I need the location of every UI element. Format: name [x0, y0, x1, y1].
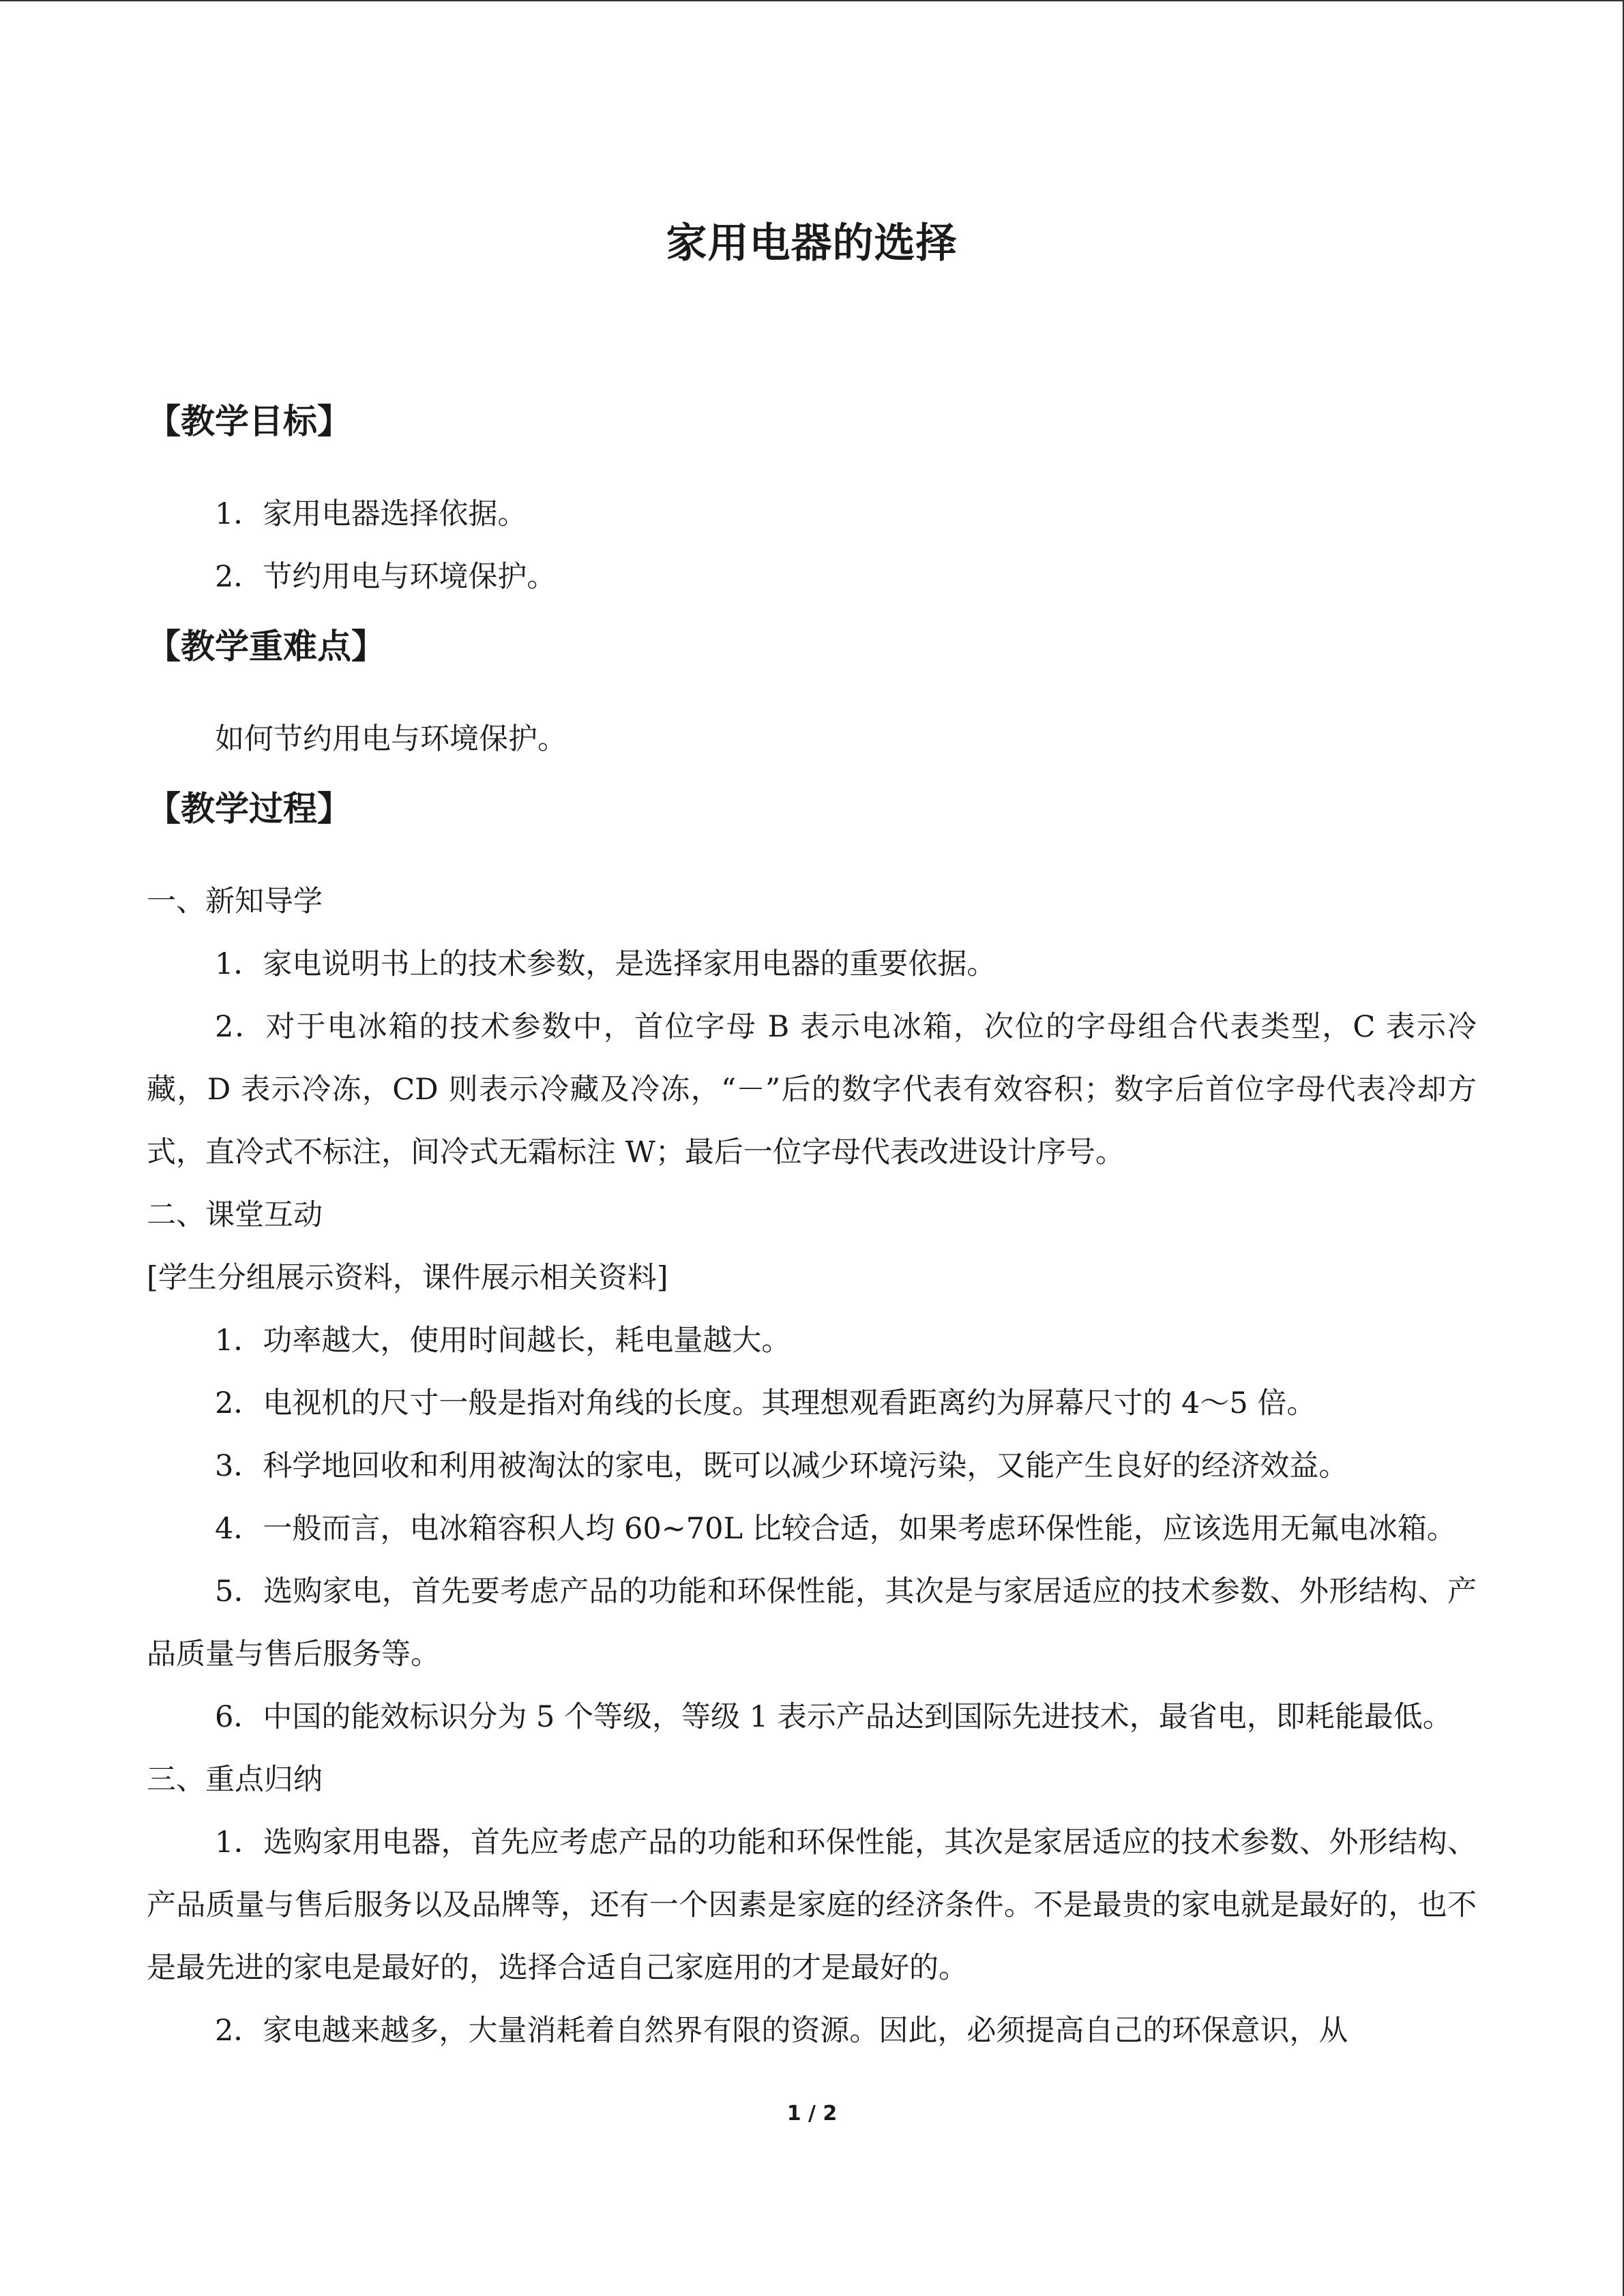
part2-item: 2．电视机的尺寸一般是指对角线的长度。其理想观看距离约为屏幕尺寸的 4～5 倍。 — [215, 1386, 1316, 1420]
heading-keypoints: 【教学重难点】 — [147, 626, 385, 666]
part3-item: 2．家电越来越多，大量消耗着自然界有限的资源。因此，必须提高自己的环保意识，从 — [215, 2014, 1348, 2048]
gap — [147, 685, 1477, 708]
gap — [147, 460, 1477, 483]
gap — [147, 847, 1477, 870]
part2-item: 3．科学地回收和利用被淘汰的家电，既可以减少环境污染，又能产生良好的经济效益。 — [215, 1449, 1348, 1483]
part1-item: 1．家电说明书上的技术参数，是选择家用电器的重要依据。 — [215, 947, 996, 981]
heading-goals: 【教学目标】 — [147, 401, 351, 441]
process-part2-title: 二、课堂互动 — [147, 1198, 323, 1232]
document-body — [147, 206, 1477, 2062]
page-number: 1 / 2 — [786, 2102, 838, 2126]
heading-process: 【教学过程】 — [147, 788, 351, 829]
part2-note: [学生分组展示资料，课件展示相关资料] — [147, 1261, 668, 1295]
part2-item: 5．选购家电，首先要考虑产品的功能和环保性能，其次是与家居适应的技术参数、外形结构、产品质量与售后服务等。 — [147, 1575, 1477, 1671]
document-title: 家用电器的选择 — [666, 220, 958, 267]
part1-item: 2．对于电冰箱的技术参数中，首位字母 B 表示电冰箱，次位的字母组合代表类型，C 表示冷藏，D 表示冷冻，CD 则表示冷藏及冷冻，“－”后的数字代表有效容积；数字后首位字母代表冷却方式，直冷式不标注，间冷式无霜标注 W；最后一位字母代表改进设计序号。 — [147, 1010, 1477, 1169]
process-part1-title: 一、新知导学 — [147, 884, 323, 919]
goal-item: 2．节约用电与环境保护。 — [215, 560, 557, 594]
part2-item: 4．一般而言，电冰箱容积人均 60~70L 比较合适，如果考虑环保性能，应该选用无氟电冰箱。 — [215, 1512, 1456, 1546]
part2-item: 6．中国的能效标识分为 5 个等级，等级 1 表示产品达到国际先进技术，最省电，即耗能最低。 — [215, 1700, 1452, 1734]
keypoints-text: 如何节约用电与环境保护。 — [215, 722, 567, 756]
part2-item: 1．功率越大，使用时间越长，耗电量越大。 — [215, 1324, 791, 1358]
process-part3-title: 三、重点归纳 — [147, 1763, 323, 1797]
title-spacer — [147, 281, 1477, 383]
part3-item: 1．选购家用电器，首先应考虑产品的功能和环保性能，其次是家居适应的技术参数、外形结构、产品质量与售后服务以及品牌等，还有一个因素是家庭的经济条件。不是最贵的家电就是最好的，也不是最先进的家电是最好的，选择合适自己家庭用的才是最好的。 — [147, 1825, 1477, 1985]
goal-item: 1．家用电器选择依据。 — [215, 497, 527, 531]
